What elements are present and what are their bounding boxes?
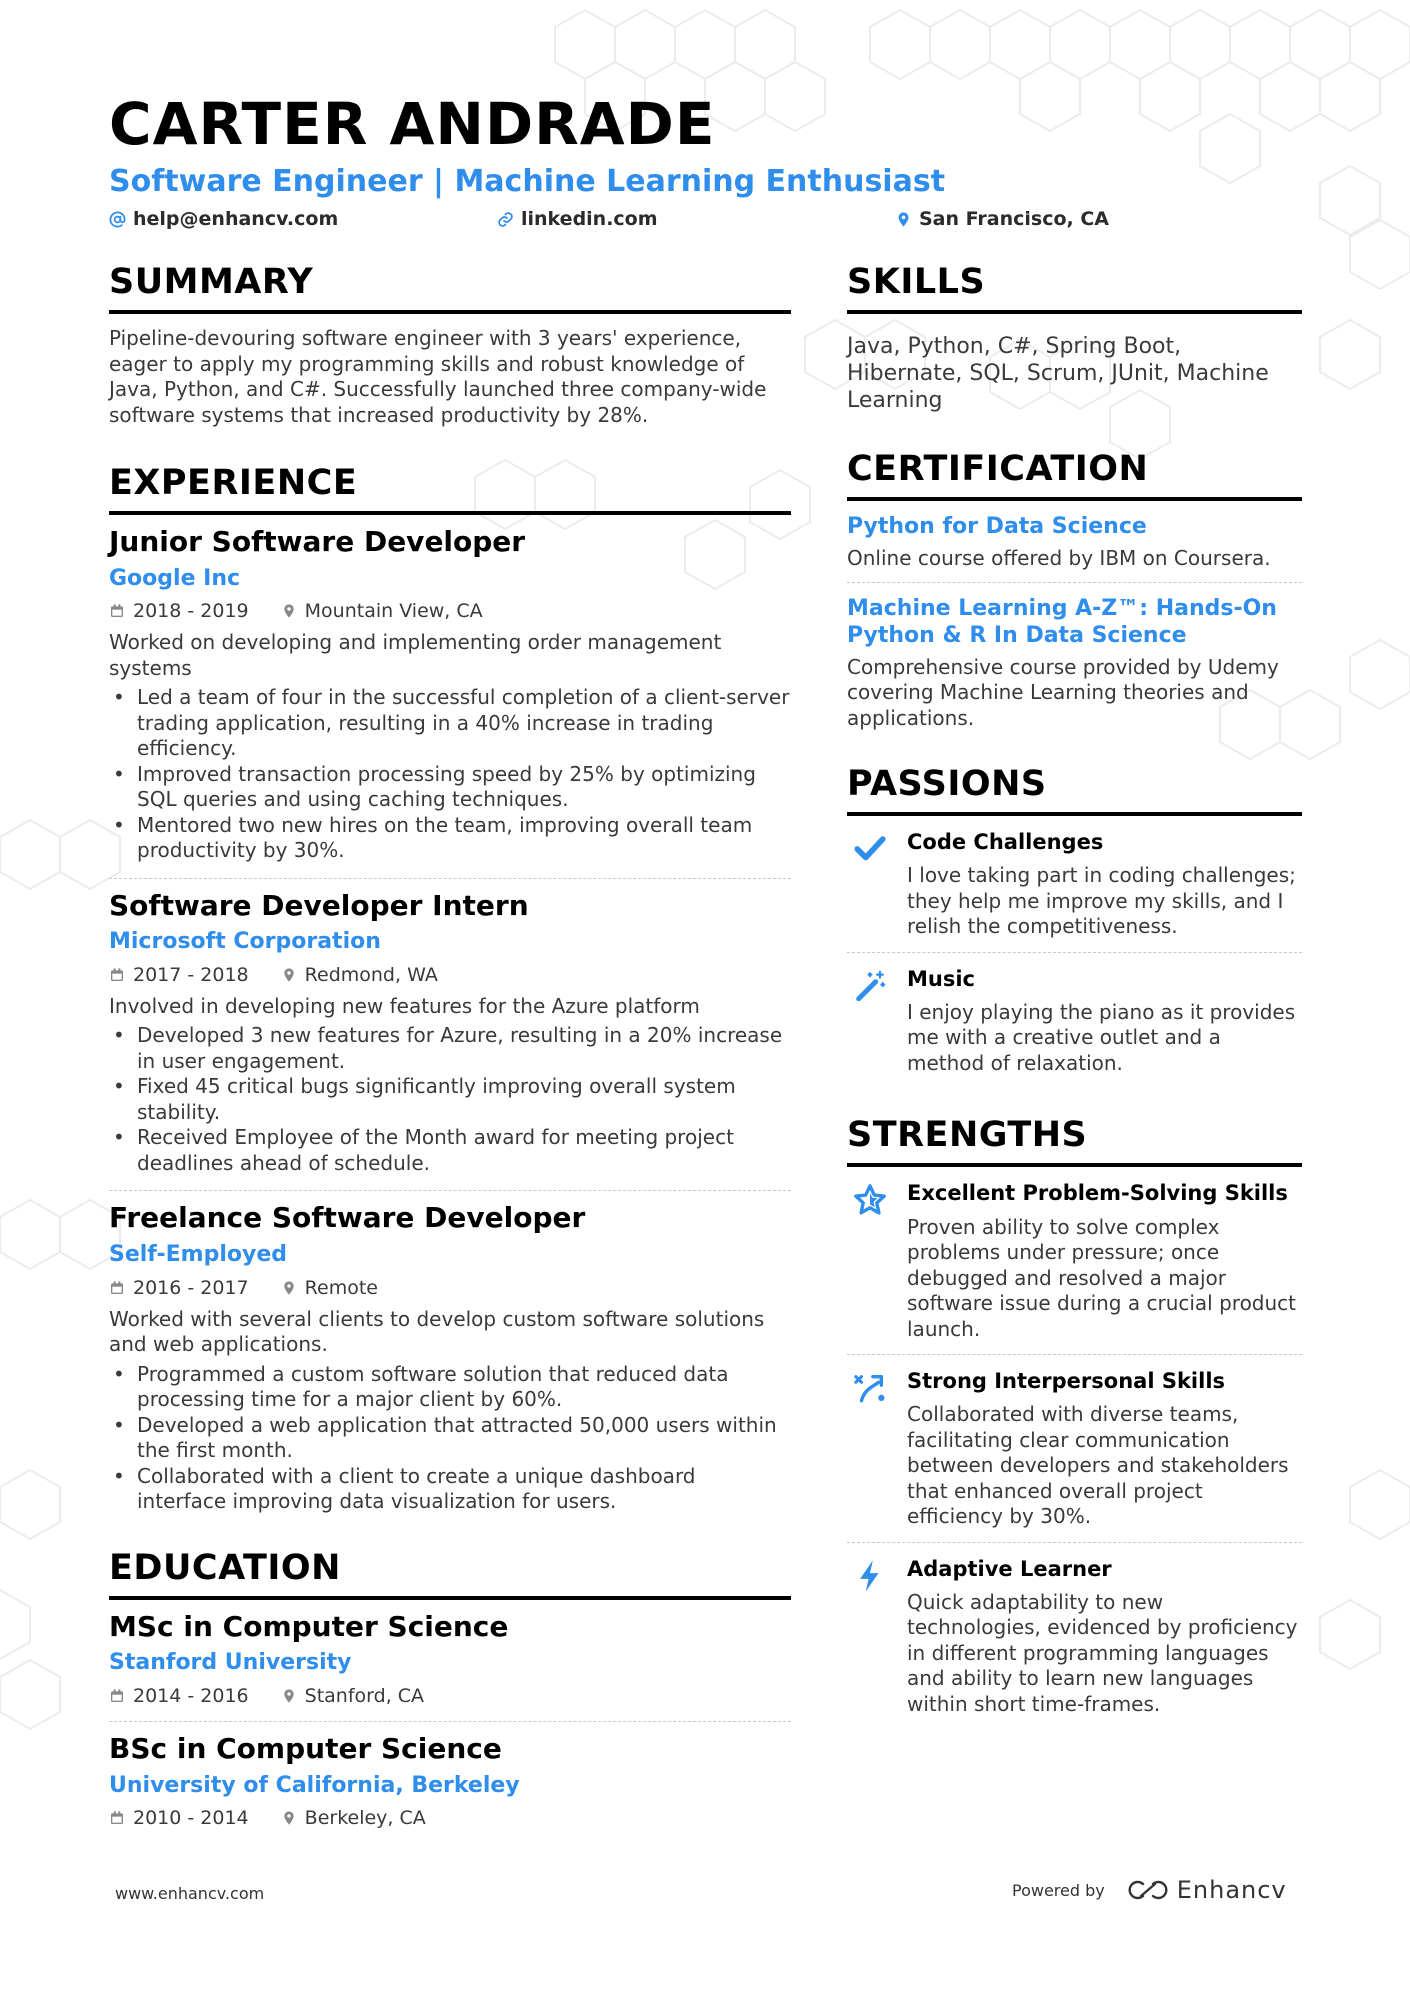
experience-section (109, 463, 791, 1529)
job-dates: 2016 - 2017 (133, 1276, 249, 1299)
resume-headline: Software Engineer | Machine Learning Enthusiast (109, 164, 946, 199)
job-location (281, 600, 483, 622)
education-section (109, 1547, 791, 1843)
contact-location (895, 208, 1109, 230)
calendar-icon (109, 1688, 125, 1704)
job-entry (109, 1191, 791, 1528)
summary-heading: SUMMARY (109, 265, 791, 314)
education-location-text: Stanford, CA (304, 1684, 425, 1707)
strength-title: Strong Interpersonal Skills (907, 1369, 1226, 1394)
skills-heading: SKILLS (847, 265, 1302, 314)
education-meta (109, 1685, 791, 1707)
company-name: Microsoft Corporation (109, 929, 381, 955)
strength-title: Excellent Problem-Solving Skills (907, 1181, 1288, 1206)
job-bullets (109, 1362, 791, 1515)
skills-section (847, 262, 1302, 414)
certification-title: Python for Data Science (847, 514, 1147, 539)
education-meta (109, 1807, 791, 1829)
job-description: Worked on developing and implementing order management systems (109, 630, 722, 680)
job-title: Software Developer Intern (109, 888, 529, 922)
certification-entry (847, 583, 1302, 742)
job-location-text: Remote (304, 1276, 378, 1299)
strength-description: Proven ability to solve complex problems under pressure; once debugged and resolved a major software issue during a crucial product launch. (907, 1214, 1297, 1341)
map-pin-icon (281, 1688, 297, 1704)
passion-entry (847, 816, 1302, 953)
job-dates: 2018 - 2019 (133, 600, 249, 623)
strengths-section (847, 1115, 1302, 1729)
check-icon (853, 832, 887, 866)
calendar-icon (109, 967, 125, 983)
certification-section (847, 449, 1302, 741)
education-location (281, 1807, 426, 1829)
job-description: Worked with several clients to develop custom software solutions and web applications. (109, 1306, 765, 1357)
job-meta (109, 1277, 791, 1299)
strength-entry (847, 1355, 1302, 1543)
footer-website[interactable]: www.enhancv.com (115, 1884, 265, 1903)
company-name: Google Inc (109, 565, 241, 591)
school-name: University of California, Berkeley (109, 1772, 520, 1798)
job-location (281, 1277, 378, 1299)
education-dates: 2014 - 2016 (133, 1684, 249, 1707)
brand-name: Enhancv (1176, 1876, 1287, 1904)
job-location-text: Mountain View, CA (304, 600, 483, 623)
strength-description: Collaborated with diverse teams, facilitating clear communication between developers and stakeholders that enhanced overall project efficiency by 30%. (907, 1402, 1289, 1529)
map-pin-icon (281, 603, 297, 619)
certification-title: Machine Learning A-Z™: Hands-On Python & R In Data Science (847, 595, 1277, 648)
passion-description: I enjoy playing the piano as it provides me with a creative outlet and a method of relaxation. (907, 999, 1296, 1075)
degree-title: BSc in Computer Science (109, 1731, 502, 1765)
at-sign-icon (109, 211, 126, 228)
map-pin-icon (895, 211, 912, 228)
job-bullet: • Mentored two new hires on the team, improving overall team productivity by 30%. (109, 813, 791, 864)
education-location-text: Berkeley, CA (304, 1806, 426, 1829)
job-bullets (109, 1023, 791, 1176)
map-pin-icon (281, 1810, 297, 1826)
company-name: Self-Employed (109, 1242, 287, 1268)
job-title: Junior Software Developer (109, 525, 526, 558)
map-pin-icon (281, 1280, 297, 1296)
summary-text: Pipeline-devouring software engineer with 3 years' experience, eager to apply my programming skills and robust knowledge of Java, Python, and C#. Successfully launched three company-wide software systems that increased productivity by 28%. (109, 326, 767, 427)
passion-title: Music (907, 966, 975, 991)
link-icon (497, 211, 514, 228)
job-bullet: • Programmed a custom software solution that reduced data processing time for a major client by 60%. (109, 1362, 791, 1413)
location-text: San Francisco, CA (919, 208, 1110, 230)
job-entry (109, 515, 791, 879)
magic-wand-icon (853, 969, 887, 1003)
strength-entry (847, 1543, 1302, 1730)
email-text: help@enhancv.com (133, 208, 339, 230)
job-bullet: • Collaborated with a client to create a unique dashboard interface improving data visualization for users. (109, 1464, 791, 1515)
powered-by-label: Powered by (1012, 1880, 1105, 1900)
degree-title: MSc in Computer Science (109, 1609, 509, 1643)
map-pin-icon (281, 967, 297, 983)
strength-description: Quick adaptability to new technologies, evidenced by proficiency in different programming languages and ability to learn new languages within short time-frames. (907, 1589, 1298, 1716)
education-heading: EDUCATION (109, 1551, 791, 1600)
job-bullet: • Developed a web application that attracted 50,000 users within the first month. (109, 1413, 791, 1464)
brand-logo[interactable] (1125, 1876, 1287, 1904)
certification-entry (847, 501, 1302, 583)
left-column (109, 262, 791, 1843)
strength-title: Adaptive Learner (907, 1556, 1112, 1581)
contact-email[interactable] (109, 208, 338, 230)
summary-section (109, 262, 791, 428)
job-description: Involved in developing new features for the Azure platform (109, 993, 700, 1018)
passion-entry (847, 953, 1302, 1089)
skills-list: Java, Python, C#, Spring Boot, Hibernate, SQL, Scrum, JUnit, Machine Learning (847, 334, 1269, 413)
passion-description: I love taking part in coding challenges; they help me improve my skills, and I relish the competitiveness. (907, 863, 1296, 939)
job-bullet: • Improved transaction processing speed by 25% by optimizing SQL queries and using caching techniques. (109, 762, 791, 813)
certification-description: Comprehensive course provided by Udemy covering Machine Learning theories and applications. (847, 654, 1279, 730)
passion-title: Code Challenges (907, 830, 1104, 854)
right-column (847, 262, 1302, 1729)
school-name: Stanford University (109, 1650, 352, 1676)
job-bullet: • Fixed 45 critical bugs significantly improving overall system stability. (109, 1074, 791, 1125)
education-location (281, 1685, 424, 1707)
job-dates: 2017 - 2018 (133, 963, 249, 986)
footer-branding (1012, 1876, 1287, 1904)
job-title: Freelance Software Developer (109, 1201, 586, 1235)
calendar-icon (109, 1810, 125, 1826)
job-bullet: • Developed 3 new features for Azure, resulting in a 20% increase in user engagement. (109, 1023, 791, 1074)
star-icon (853, 1183, 887, 1217)
lightning-icon (853, 1559, 887, 1593)
passions-heading: PASSIONS (847, 767, 1302, 816)
enhancv-logo-icon (1125, 1878, 1171, 1902)
job-meta (109, 964, 791, 986)
linkedin-text: linkedin.com (521, 208, 658, 230)
strength-entry (847, 1167, 1302, 1355)
job-location (281, 964, 438, 986)
strengths-heading: STRENGTHS (847, 1118, 1302, 1167)
education-entry (109, 1600, 791, 1722)
job-bullet: • Led a team of four in the successful completion of a client-server trading application, resulting in a 40% increase in trading efficiency. (109, 685, 791, 762)
job-meta (109, 600, 791, 622)
certification-description: Online course offered by IBM on Coursera. (847, 546, 1271, 570)
passions-section (847, 764, 1302, 1088)
job-location-text: Redmond, WA (304, 963, 438, 986)
certification-heading: CERTIFICATION (847, 452, 1302, 501)
strategy-icon (853, 1371, 887, 1405)
experience-heading: EXPERIENCE (109, 466, 791, 515)
job-entry (109, 879, 791, 1192)
calendar-icon (109, 1280, 125, 1296)
resume-name: CARTER ANDRADE (109, 90, 716, 158)
job-bullet: • Received Employee of the Month award for meeting project deadlines ahead of schedule. (109, 1125, 791, 1176)
calendar-icon (109, 603, 125, 619)
education-dates: 2010 - 2014 (133, 1806, 249, 1829)
contact-linkedin[interactable] (497, 208, 658, 230)
education-entry (109, 1722, 791, 1843)
job-bullets (109, 685, 791, 864)
